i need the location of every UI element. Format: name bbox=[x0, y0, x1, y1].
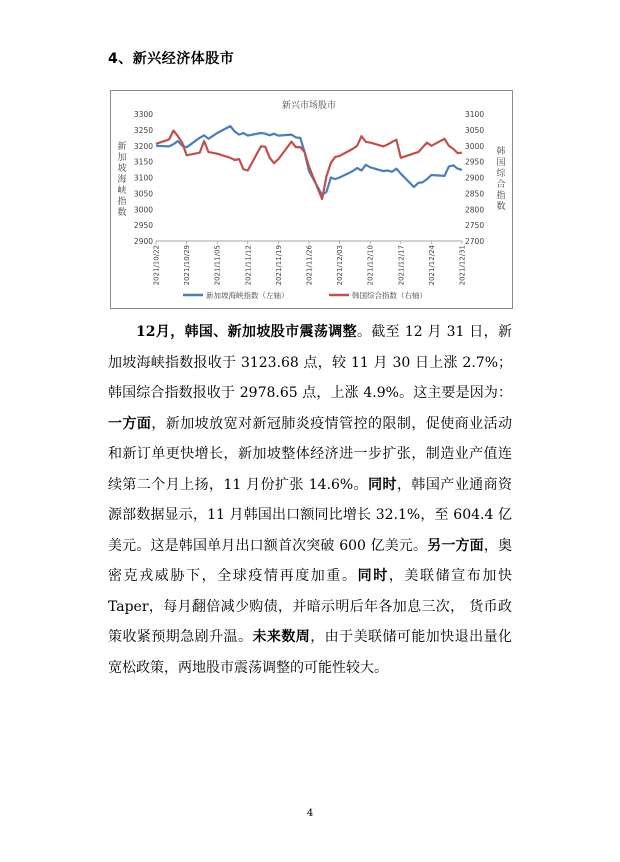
page-number: 4 bbox=[306, 808, 314, 819]
right-axis-label-char: 综 bbox=[496, 169, 506, 179]
x-tick-label: 2021/10/22 bbox=[152, 245, 161, 286]
right-tick-label: 2750 bbox=[465, 221, 485, 231]
left-tick-label: 3300 bbox=[133, 110, 153, 119]
x-tick-label: 2021/12/10 bbox=[366, 245, 375, 286]
right-tick-label: 2950 bbox=[465, 157, 485, 167]
x-tick-label: 2021/12/03 bbox=[336, 245, 345, 286]
right-tick-label: 2850 bbox=[465, 189, 485, 199]
left-tick-label: 3250 bbox=[133, 125, 153, 135]
paragraph-text-4: ，奥密克戎威胁下，全球疫情再度加重。 bbox=[108, 537, 513, 584]
paragraph-text-3: ，韩国产业通商资源部数据显示，11 月韩国出口额同比增长 32.1%，至 604.4 亿美元。这是韩国单月出口额首次突破 600 亿美元。 bbox=[108, 476, 513, 554]
right-tick-label: 3100 bbox=[465, 110, 485, 119]
x-tick-label: 2021/12/31 bbox=[458, 245, 467, 286]
emphasis-1: 一方面 bbox=[108, 415, 152, 432]
chart-title: 新兴市场股市 bbox=[281, 101, 337, 111]
legend-label: 新加坡海峡指数（左轴） bbox=[206, 291, 289, 300]
x-tick-label: 2021/11/26 bbox=[305, 245, 314, 286]
left-axis-label-char: 指 bbox=[117, 197, 127, 207]
left-axis-label-char: 坡 bbox=[117, 164, 127, 174]
paragraph-lead: 12月，韩国、新加坡股市震荡调整 bbox=[136, 324, 357, 340]
left-axis-label-char: 峡 bbox=[117, 186, 127, 196]
paragraph-text-5: ，美联储宣布加快Taper，每月翻倍减少购债，并暗示明后年各加息三次， 货币政策收紧预期急剧升温。 bbox=[108, 568, 513, 645]
left-tick-label: 2900 bbox=[133, 237, 153, 246]
paragraph-text-6: ，由于美联储可能加快退出量化宽松政策，两地股市震荡调整的可能性较大。 bbox=[108, 629, 513, 676]
right-axis-label-char: 国 bbox=[496, 158, 506, 168]
x-tick-label: 2021/11/12 bbox=[244, 245, 253, 286]
left-tick-label: 3100 bbox=[133, 173, 153, 183]
right-tick-label: 2700 bbox=[465, 237, 485, 246]
x-tick-label: 2021/10/29 bbox=[183, 245, 192, 286]
left-tick-label: 3050 bbox=[133, 189, 153, 199]
right-axis-label-char: 韩 bbox=[496, 147, 506, 157]
left-tick-label: 3150 bbox=[133, 157, 153, 167]
section-title: 4、新兴经济体股市 bbox=[108, 51, 235, 67]
paragraph-text-1: 。截至 12 月 31 日，新加坡海峡指数报收于 3123.68 点，较 11 月 30 日上涨 2.7%；韩国综合指数报收于 2978.65 点，上涨 4.9%。这主要是因为： bbox=[108, 324, 512, 401]
left-axis-label-char: 加 bbox=[117, 153, 127, 163]
chart-frame bbox=[110, 90, 513, 309]
emphasis-4: 同时 bbox=[357, 568, 389, 584]
left-axis-label-char: 数 bbox=[117, 208, 127, 218]
right-axis-label-char: 合 bbox=[496, 180, 506, 190]
emphasis-5: 未来数周 bbox=[252, 629, 311, 645]
right-axis-label-char: 数 bbox=[496, 202, 506, 212]
right-tick-label: 2800 bbox=[465, 205, 485, 215]
line-chart bbox=[111, 91, 512, 308]
emphasis-2: 同时 bbox=[368, 476, 397, 493]
x-tick-label: 2021/12/24 bbox=[427, 245, 436, 286]
right-tick-label: 2900 bbox=[465, 173, 485, 183]
x-tick-label: 2021/11/19 bbox=[274, 245, 283, 286]
emphasis-3: 另一方面 bbox=[427, 537, 484, 554]
left-axis-label-char: 新 bbox=[117, 142, 127, 152]
legend-label: 韩国综合指数（右轴） bbox=[352, 291, 427, 300]
left-tick-label: 3200 bbox=[133, 141, 153, 151]
right-tick-label: 3050 bbox=[465, 125, 485, 135]
paragraph-text-2: ，新加坡放宽对新冠肺炎疫情管控的限制，促使商业活动和新订单更快增长，新加坡整体经济进一步扩张，制造业产值连续第二个月上扬，11 月份扩张 14.6%。 bbox=[108, 415, 513, 493]
right-axis-label-char: 指 bbox=[496, 191, 506, 201]
left-tick-label: 2950 bbox=[133, 221, 153, 231]
series-line-singapore bbox=[156, 126, 462, 195]
left-axis-label-char: 海 bbox=[117, 175, 127, 185]
x-tick-label: 2021/11/05 bbox=[213, 245, 222, 286]
left-tick-label: 3000 bbox=[133, 205, 153, 215]
body-paragraph bbox=[108, 317, 512, 683]
right-tick-label: 3000 bbox=[465, 141, 485, 151]
series-line-korea bbox=[156, 131, 462, 200]
x-tick-label: 2021/12/17 bbox=[397, 245, 406, 286]
